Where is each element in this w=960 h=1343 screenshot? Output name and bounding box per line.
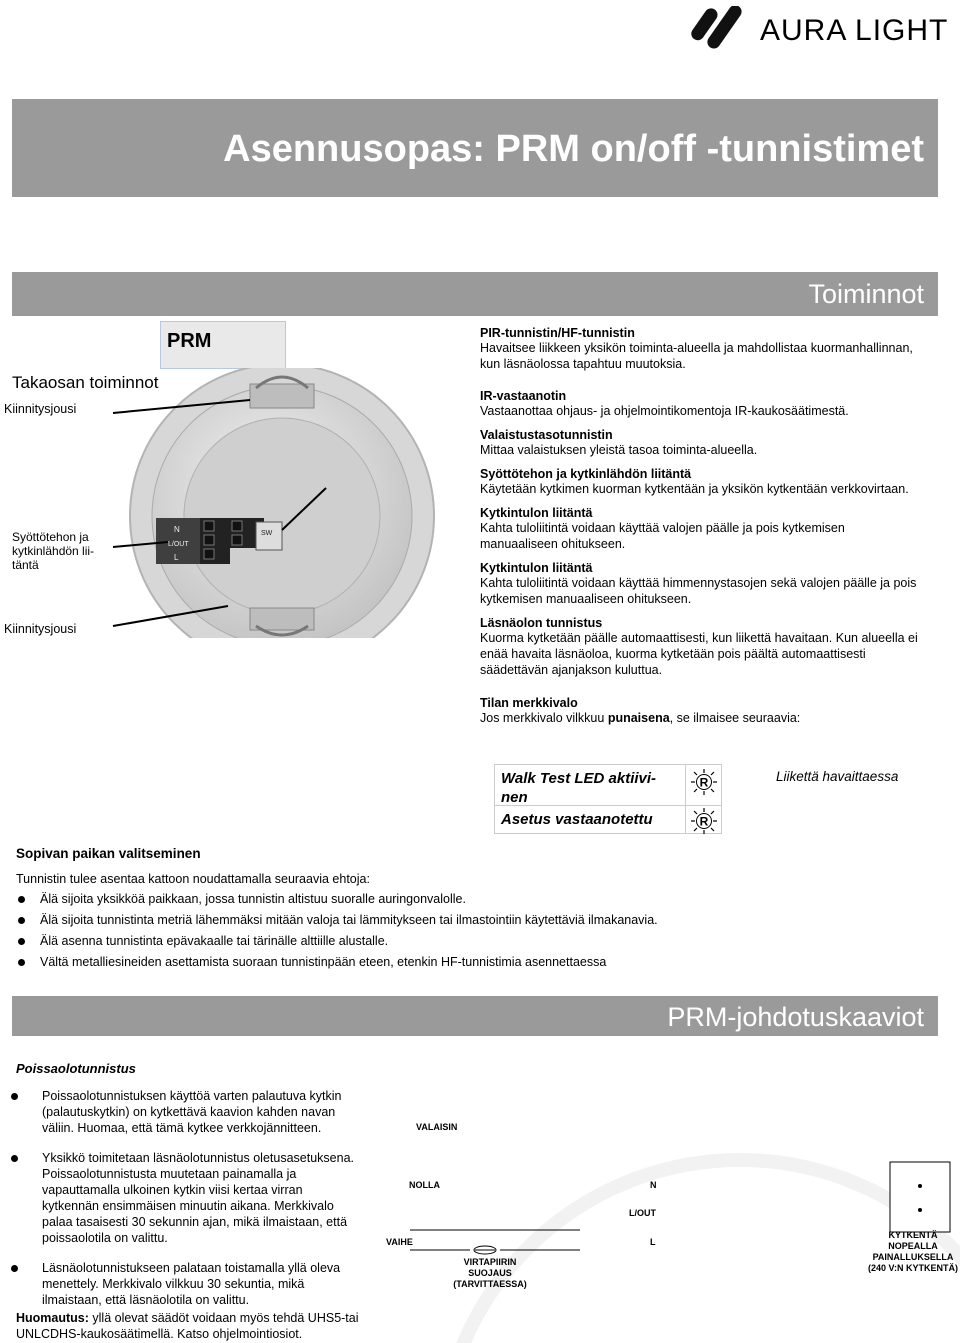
status-text-pre: Jos merkkivalo vilkkuu (480, 711, 608, 725)
wiring-label-l: L (650, 1237, 656, 1247)
desc-text: Kahta tuloliitintä voidaan käyttää himmennystasojen sekä valojen päälle ja pois kytkemisen manuaaliseen ohitukseen. (480, 576, 917, 606)
wiring-label-lout: L/OUT (629, 1208, 656, 1218)
placement-intro: Tunnistin tulee asentaa kattoon noudattamalla seuraavia ehtoja: (16, 872, 370, 886)
desc-title: Kytkintulon liitäntä (480, 561, 593, 575)
page-title: Asennusopas: PRM on/off -tunnistimet (223, 128, 924, 170)
section-band-toiminnot (12, 272, 938, 316)
desc-title: Syöttötehon ja kytkinlähdön liitäntä (480, 467, 692, 481)
desc-presence (480, 616, 920, 678)
desc-text: Mittaa valaistuksen yleistä tasoa toiminta-alueella. (480, 443, 758, 457)
desc-text: Käytetään kytkimen kuorman kytkentään ja yksikön kytkentään verkkovirtaan. (480, 482, 909, 496)
terminal-label-l: L (174, 553, 179, 562)
wiring-diagram (380, 1100, 960, 1343)
led-blink-icon (691, 808, 717, 834)
absence-note-text: yllä olevat säädöt voidaan myös tehdä UHS5-tai UNLCDHS-kaukosäätimellä. Katso ohjelmointiosiot. (16, 1311, 359, 1341)
desc-title: IR-vastaanotin (480, 389, 567, 403)
absence-item: Yksikkö toimitetaan läsnäolotunnistus oletusasetuksena. Poissaolotunnistusta muutetaan painamalla ja vapauttamalla ulkoinen kytkin viisi kertaa virran kytkennän ensimmäisen minuutin aikana. Merkkivalo palaa tasaisesti 30 sekunnin ajan, mikä ilmaistaan, että poissaolotila on valittu. (10, 1150, 360, 1246)
section-title-toiminnot: Toiminnot (808, 279, 924, 309)
desc-light-level (480, 428, 920, 458)
led-letter: R (699, 775, 709, 790)
terminal-label-n: N (174, 525, 180, 534)
wiring-label-push: KYTKENTÄ NOPEALLA PAINALLUKSELLA (240 V:N KYTKENTÄ) (867, 1230, 958, 1273)
placement-title: Sopivan paikan valitseminen (16, 846, 201, 861)
led-motion-label: Liikettä havaittaessa (776, 769, 899, 784)
led-row-setting: Asetus vastaanotettu (501, 811, 653, 828)
placement-item: Älä asenna tunnistinta epävakaalle tai tärinälle alttiille alustalle. (16, 931, 916, 952)
led-row-walktest: Walk Test LED aktiivi-nen (501, 770, 657, 806)
wiring-label-vaihe: VAIHE (386, 1237, 413, 1247)
absence-item: Läsnäolotunnistukseen palataan toistamalla yllä oleva menettely. Merkkivalo vilkkuu 30 sekuntia, mikä ilmaistaan, että läsnäolotila on valittu. (10, 1260, 360, 1308)
desc-switch-1 (480, 506, 920, 552)
placement-item: Älä sijoita tunnistinta metriä lähemmäksi mitään valoja tai lämmitykseen tai ilmastointiin käytettäviä ilmakanavia. (16, 910, 916, 931)
status-text-post: , se ilmaisee seuraavia: (669, 711, 801, 725)
status-text-bold: punaisena (607, 711, 670, 725)
led-blink-icon (691, 769, 717, 795)
wiring-label-fuse: VIRTAPIIRIN SUOJAUS (TARVITTAESSA) (453, 1257, 527, 1289)
desc-supply (480, 467, 920, 497)
placement-list (16, 889, 916, 973)
terminal-label-sw: SW (261, 530, 273, 537)
status-text (480, 710, 920, 726)
desc-title: Läsnäolon tunnistus (480, 616, 603, 630)
prm-label-box (160, 321, 286, 369)
desc-text: Kahta tuloliitintä voidaan käyttää valojen päälle ja pois kytkemisen manuaaliseen ohitukseen. (480, 521, 845, 551)
wiring-label-valaisin: VALAISIN (416, 1122, 458, 1132)
label-spring-bottom: Kiinnitysjousi (4, 622, 77, 636)
desc-title: PIR-tunnistin/HF-tunnistin (480, 326, 635, 340)
led-table (494, 764, 722, 834)
desc-ir (480, 389, 920, 419)
led-letter: R (699, 814, 709, 829)
desc-pir (480, 326, 920, 372)
leader-lines (0, 380, 480, 640)
status-title: Tilan merkkivalo (480, 696, 578, 710)
placement-item: Älä sijoita yksikköä paikkaan, jossa tunnistin altistuu suoralle auringonvalolle. (16, 889, 916, 910)
desc-text: Havaitsee liikkeen yksikön toiminta-alueella ja mahdollistaa kuormanhallinnan, kun läsnäolossa tapahtuu muutoksia. (480, 341, 913, 371)
terminal-label-lout: L/OUT (168, 541, 189, 548)
section-title-johdotus: PRM-johdotuskaaviot (667, 1002, 924, 1032)
wiring-label-n: N (650, 1180, 657, 1190)
absence-list (10, 1088, 360, 1322)
brand-name: AURA LIGHT (760, 14, 949, 47)
wiring-label-nolla: NOLLA (409, 1180, 440, 1190)
label-spring-top: Kiinnitysjousi (4, 402, 77, 416)
absence-item: Poissaolotunnistuksen käyttöä varten palautuva kytkin (palautuskytkin) on kytkettävä kaavion kahden navan väliin. Huomaa, että tämä kytkee verkkojännitteen. (10, 1088, 360, 1136)
placement-item: Vältä metalliesineiden asettamista suoraan tunnistinpään eteen, etenkin HF-tunnistimia asennettaessa (16, 952, 916, 973)
label-supply: Syöttötehon ja kytkinlähdön lii-täntä (12, 530, 95, 572)
absence-title: Poissaolotunnistus (16, 1061, 136, 1076)
desc-title: Kytkintulon liitäntä (480, 506, 593, 520)
absence-note-bold: Huomautus: (16, 1311, 89, 1325)
back-functions-title: Takaosan toiminnot (12, 373, 159, 392)
descriptions (480, 326, 920, 726)
desc-title: Valaistustasotunnistin (480, 428, 613, 442)
desc-text: Vastaanottaa ohjaus- ja ohjelmointikomentoja IR-kaukosäätimestä. (480, 404, 849, 418)
desc-text: Kuorma kytketään päälle automaattisesti, kun liikettä havaitaan. Kun alueella ei enää havaita läsnäoloa, kuorma kytketään pois päältä automaattisesti säädettävän ajanjakson kuluttua. (480, 631, 918, 677)
prm-label: PRM (167, 330, 212, 352)
desc-status (480, 696, 920, 726)
absence-note (16, 1310, 376, 1342)
desc-switch-2 (480, 561, 920, 607)
